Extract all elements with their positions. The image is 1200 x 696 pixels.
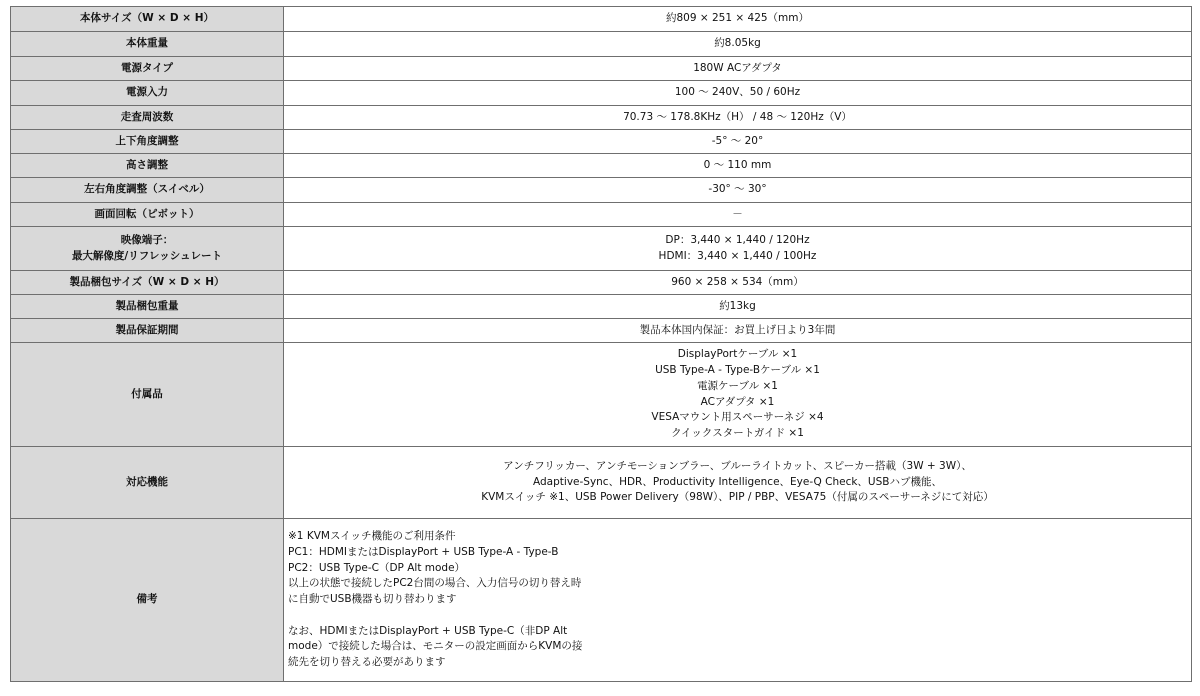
spec-row bbox=[11, 295, 1192, 319]
spec-value-line: HDMI：3,440 × 1,440 / 100Hz bbox=[658, 249, 817, 262]
spec-label: 左右角度調整（スイベル） bbox=[84, 183, 210, 196]
spec-row bbox=[11, 203, 1192, 227]
spec-label: 電源タイプ bbox=[121, 61, 173, 74]
spec-value-line: に自動でUSB機器も切り替わります bbox=[288, 593, 457, 606]
spec-value-line: 約809 × 251 × 425（mm） bbox=[665, 12, 810, 25]
spec-label-cell bbox=[11, 178, 284, 203]
spec-label: 上下角度調整 bbox=[115, 134, 179, 147]
spec-row bbox=[11, 178, 1192, 203]
spec-value-cell bbox=[284, 271, 1192, 295]
spec-label-cell bbox=[11, 227, 284, 271]
spec-label-cell bbox=[11, 130, 284, 154]
spec-value-line: DisplayPortケーブル ×1 bbox=[677, 348, 798, 361]
spec-row bbox=[11, 227, 1192, 271]
spec-value-line: － bbox=[732, 207, 743, 220]
spec-value-line: PC1：HDMIまたはDisplayPort + USB Type-A - Type-B bbox=[288, 545, 559, 558]
spec-value-line: USB Type-A - Type-Bケーブル ×1 bbox=[655, 363, 820, 376]
spec-value-cell bbox=[284, 57, 1192, 81]
spec-value-line bbox=[288, 608, 1187, 624]
spec-value-cell bbox=[284, 32, 1192, 57]
spec-label: 最大解像度/リフレッシュレート bbox=[71, 249, 223, 262]
spec-value-cell bbox=[284, 154, 1192, 178]
spec-row bbox=[11, 271, 1192, 295]
spec-label: 備考 bbox=[136, 593, 158, 606]
spec-value-line: Adaptive-Sync、HDR、Productivity Intelligence、Eye-Q Check、USBハブ機能、 bbox=[533, 475, 942, 488]
spec-value-cell bbox=[284, 227, 1192, 271]
spec-label-cell bbox=[11, 295, 284, 319]
spec-value-line: -5° ～ 20° bbox=[711, 134, 764, 147]
spec-value-line: 70.73 ～ 178.8KHz（H） / 48 ～ 120Hz（V） bbox=[623, 110, 852, 123]
spec-value-cell bbox=[284, 203, 1192, 227]
spec-row bbox=[11, 7, 1192, 32]
spec-label: 画面回転（ピボット） bbox=[94, 207, 200, 220]
spec-label-cell bbox=[11, 81, 284, 106]
spec-row bbox=[11, 81, 1192, 106]
spec-value-line: 電源ケーブル ×1 bbox=[697, 379, 778, 392]
spec-label-cell bbox=[11, 7, 284, 32]
spec-value-line: 約8.05kg bbox=[714, 37, 761, 50]
spec-row bbox=[11, 343, 1192, 447]
spec-value-line: なお、HDMIまたはDisplayPort + USB Type-C（非DP Alt bbox=[288, 624, 568, 637]
spec-value-line: VESAマウント用スペーサーネジ ×4 bbox=[651, 411, 824, 424]
spec-label: 製品梱包重量 bbox=[115, 299, 179, 312]
spec-label-cell bbox=[11, 106, 284, 130]
spec-label-cell bbox=[11, 271, 284, 295]
spec-value-line: 約13kg bbox=[719, 299, 756, 312]
spec-label: 電源入力 bbox=[126, 86, 168, 99]
spec-row bbox=[11, 519, 1192, 682]
spec-value-line: -30° ～ 30° bbox=[708, 183, 767, 196]
spec-value-line: mode）で接続した場合は、モニターの設定画面からKVMの接 bbox=[288, 640, 583, 653]
spec-label-cell bbox=[11, 154, 284, 178]
spec-label-cell bbox=[11, 447, 284, 519]
spec-value-line: KVMスイッチ ※1、USB Power Delivery（98W）、PIP / PBP、VESA75（付属のスペーサーネジにて対応） bbox=[481, 491, 994, 504]
spec-row bbox=[11, 106, 1192, 130]
spec-value-cell bbox=[284, 319, 1192, 343]
spec-value-line: クイックスタートガイド ×1 bbox=[671, 427, 804, 440]
spec-value-cell bbox=[284, 81, 1192, 106]
spec-label: 本体重量 bbox=[126, 37, 168, 50]
spec-label: 対応機能 bbox=[126, 475, 168, 488]
spec-row bbox=[11, 447, 1192, 519]
spec-value-line: 続先を切り替える必要があります bbox=[288, 656, 446, 669]
spec-label: 本体サイズ（W × D × H） bbox=[80, 12, 214, 25]
spec-value-line: 960 × 258 × 534（mm） bbox=[671, 275, 804, 288]
spec-table bbox=[10, 6, 1192, 682]
spec-row bbox=[11, 154, 1192, 178]
spec-label-cell bbox=[11, 319, 284, 343]
spec-value-line: 180W ACアダプタ bbox=[693, 61, 782, 74]
spec-row bbox=[11, 57, 1192, 81]
spec-value-cell bbox=[284, 178, 1192, 203]
spec-label-cell bbox=[11, 519, 284, 682]
spec-label: 高さ調整 bbox=[126, 158, 168, 171]
spec-row bbox=[11, 130, 1192, 154]
spec-value-line: 100 ～ 240V、50 / 60Hz bbox=[674, 86, 801, 99]
spec-value-line: 製品本体国内保証：お買上げ日より3年間 bbox=[639, 323, 836, 336]
spec-label: 製品保証期間 bbox=[115, 323, 179, 336]
spec-label: 付属品 bbox=[131, 387, 163, 400]
spec-value-line: DP：3,440 × 1,440 / 120Hz bbox=[665, 233, 810, 246]
spec-value-line: 以上の状態で接続したPC2台間の場合、入力信号の切り替え時 bbox=[288, 577, 582, 590]
spec-value-line: ACアダプタ ×1 bbox=[700, 395, 775, 408]
spec-value-line: PC2：USB Type-C（DP Alt mode） bbox=[288, 561, 466, 574]
spec-label: 映像端子： bbox=[120, 233, 174, 246]
spec-label-cell bbox=[11, 32, 284, 57]
spec-row bbox=[11, 319, 1192, 343]
spec-label-cell bbox=[11, 203, 284, 227]
spec-label-cell bbox=[11, 57, 284, 81]
spec-value-cell bbox=[284, 106, 1192, 130]
spec-value-line: 0 ～ 110 mm bbox=[703, 158, 772, 171]
spec-value-line: アンチフリッカー、アンチモーションブラー、ブルーライトカット、スピーカー搭載（3W + 3W）、 bbox=[503, 459, 972, 472]
spec-value-cell bbox=[284, 447, 1192, 519]
spec-label: 走査周波数 bbox=[120, 110, 174, 123]
spec-label-cell bbox=[11, 343, 284, 447]
spec-row bbox=[11, 32, 1192, 57]
spec-label: 製品梱包サイズ（W × D × H） bbox=[69, 275, 225, 288]
spec-value-cell bbox=[284, 7, 1192, 32]
spec-value-cell bbox=[284, 519, 1192, 682]
spec-value-cell bbox=[284, 130, 1192, 154]
spec-value-line: ※1 KVMスイッチ機能のご利用条件 bbox=[288, 529, 456, 542]
spec-value-cell bbox=[284, 295, 1192, 319]
spec-value-cell bbox=[284, 343, 1192, 447]
spec-table-body bbox=[11, 7, 1192, 682]
